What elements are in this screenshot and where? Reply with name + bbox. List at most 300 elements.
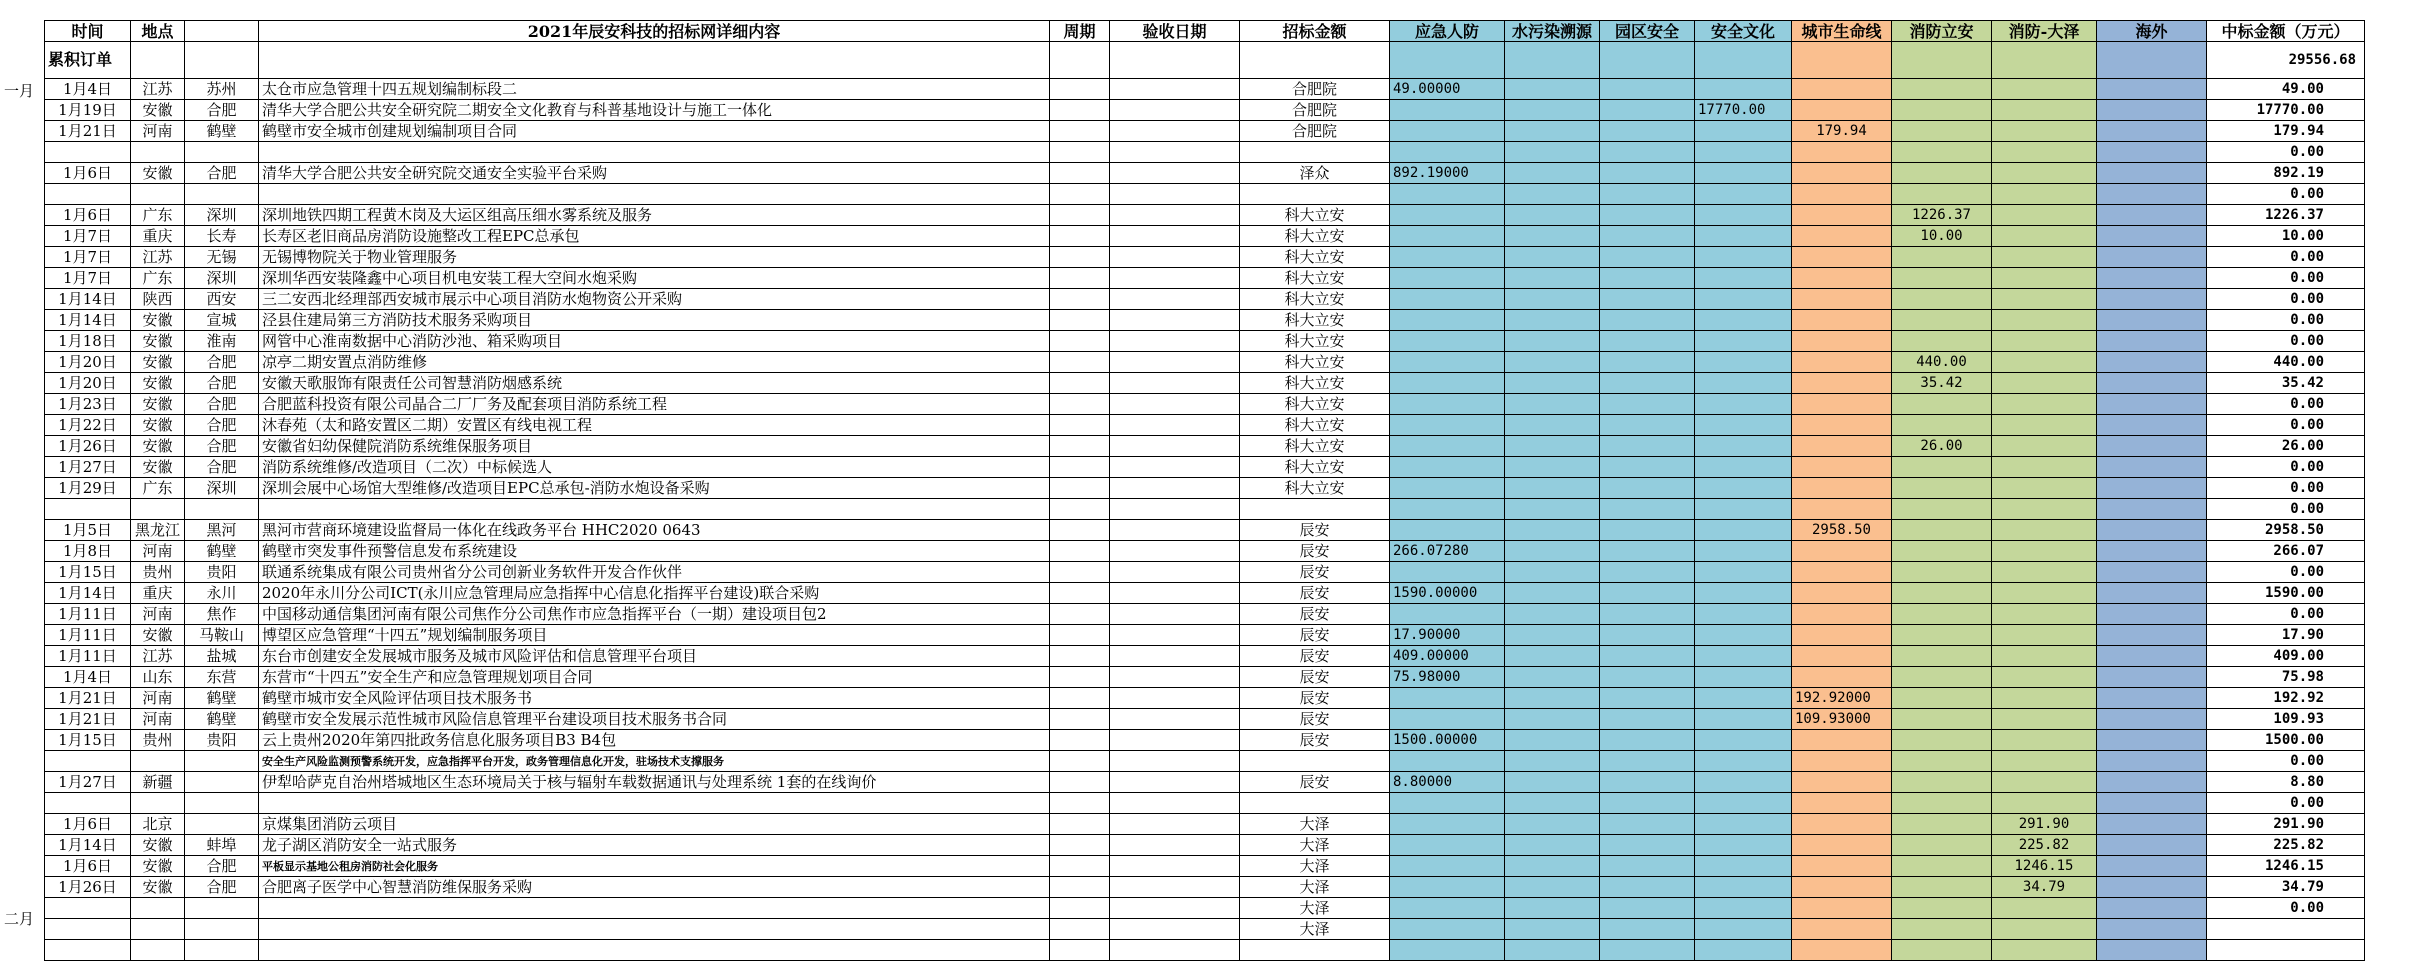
bidder-cell[interactable] bbox=[1240, 751, 1390, 772]
category-cell-xf[interactable]: 10.00 bbox=[1892, 226, 1992, 247]
category-cell-yj[interactable] bbox=[1390, 436, 1505, 457]
category-cell-aq[interactable] bbox=[1695, 310, 1792, 331]
category-cell-cs[interactable] bbox=[1792, 352, 1892, 373]
category-cell-yq[interactable] bbox=[1600, 499, 1695, 520]
acceptance-date-cell[interactable] bbox=[1110, 415, 1240, 436]
province-cell[interactable]: 江苏 bbox=[131, 646, 185, 667]
category-cell-dz[interactable]: 225.82 bbox=[1992, 835, 2097, 856]
category-cell-cs[interactable]: 192.92000 bbox=[1792, 688, 1892, 709]
period-cell[interactable] bbox=[1050, 352, 1110, 373]
date-cell[interactable] bbox=[45, 940, 131, 961]
category-cell-aq[interactable] bbox=[1695, 709, 1792, 730]
bidder-cell[interactable]: 大泽 bbox=[1240, 814, 1390, 835]
category-cell-dz[interactable] bbox=[1992, 709, 2097, 730]
category-cell-yj[interactable] bbox=[1390, 919, 1505, 940]
category-cell-hw[interactable] bbox=[2097, 457, 2207, 478]
content-cell[interactable]: 安徽天歌服饰有限责任公司智慧消防烟感系统 bbox=[259, 373, 1050, 394]
category-cell-dz[interactable] bbox=[1992, 415, 2097, 436]
category-cell-dz[interactable]: 291.90 bbox=[1992, 814, 2097, 835]
acceptance-date-cell[interactable] bbox=[1110, 310, 1240, 331]
category-cell-sw[interactable] bbox=[1505, 478, 1600, 499]
content-cell[interactable]: 消防系统维修/改造项目（二次）中标候选人 bbox=[259, 457, 1050, 478]
bidder-cell[interactable]: 大泽 bbox=[1240, 877, 1390, 898]
category-cell-yq[interactable] bbox=[1600, 793, 1695, 814]
date-cell[interactable]: 1月15日 bbox=[45, 562, 131, 583]
province-cell[interactable]: 广东 bbox=[131, 268, 185, 289]
category-cell-sw[interactable] bbox=[1505, 856, 1600, 877]
total-cell[interactable]: 1246.15 bbox=[2207, 856, 2365, 877]
category-cell-yj[interactable] bbox=[1390, 415, 1505, 436]
category-cell-dz[interactable] bbox=[1992, 247, 2097, 268]
content-cell[interactable] bbox=[259, 793, 1050, 814]
province-cell[interactable] bbox=[131, 919, 185, 940]
province-cell[interactable]: 江苏 bbox=[131, 247, 185, 268]
category-cell-cs[interactable] bbox=[1792, 415, 1892, 436]
period-cell[interactable] bbox=[1050, 436, 1110, 457]
category-cell-yj[interactable] bbox=[1390, 562, 1505, 583]
date-cell[interactable]: 1月19日 bbox=[45, 100, 131, 121]
province-cell[interactable]: 江苏 bbox=[131, 79, 185, 100]
acceptance-date-cell[interactable] bbox=[1110, 520, 1240, 541]
category-cell-yq[interactable] bbox=[1600, 268, 1695, 289]
category-cell-xf[interactable] bbox=[1892, 499, 1992, 520]
bidder-cell[interactable]: 合肥院 bbox=[1240, 79, 1390, 100]
acceptance-date-cell[interactable] bbox=[1110, 247, 1240, 268]
date-cell[interactable]: 1月11日 bbox=[45, 604, 131, 625]
period-cell[interactable] bbox=[1050, 583, 1110, 604]
content-cell[interactable]: 鹤壁市安全发展示范性城市风险信息管理平台建设项目技术服务书合同 bbox=[259, 709, 1050, 730]
province-cell[interactable]: 河南 bbox=[131, 688, 185, 709]
category-cell-aq[interactable] bbox=[1695, 226, 1792, 247]
period-cell[interactable] bbox=[1050, 310, 1110, 331]
category-cell-cs[interactable] bbox=[1792, 205, 1892, 226]
category-cell-xf[interactable]: 440.00 bbox=[1892, 352, 1992, 373]
city-cell[interactable]: 合肥 bbox=[185, 100, 259, 121]
category-cell-dz[interactable] bbox=[1992, 457, 2097, 478]
category-cell-cs[interactable] bbox=[1792, 79, 1892, 100]
category-cell-dz[interactable] bbox=[1992, 772, 2097, 793]
category-cell-aq[interactable] bbox=[1695, 751, 1792, 772]
content-cell[interactable]: 博望区应急管理“十四五”规划编制服务项目 bbox=[259, 625, 1050, 646]
category-cell-sw[interactable] bbox=[1505, 415, 1600, 436]
total-cell[interactable]: 49.00 bbox=[2207, 79, 2365, 100]
table-cell[interactable] bbox=[1792, 42, 1892, 79]
city-cell[interactable]: 合肥 bbox=[185, 394, 259, 415]
category-cell-hw[interactable] bbox=[2097, 898, 2207, 919]
bidder-cell[interactable]: 科大立安 bbox=[1240, 226, 1390, 247]
category-cell-yq[interactable] bbox=[1600, 856, 1695, 877]
total-cell[interactable]: 0.00 bbox=[2207, 478, 2365, 499]
category-cell-sw[interactable] bbox=[1505, 772, 1600, 793]
category-cell-yj[interactable]: 266.07280 bbox=[1390, 541, 1505, 562]
total-cell[interactable]: 10.00 bbox=[2207, 226, 2365, 247]
date-cell[interactable]: 1月21日 bbox=[45, 121, 131, 142]
bidder-cell[interactable] bbox=[1240, 184, 1390, 205]
total-cell[interactable]: 8.80 bbox=[2207, 772, 2365, 793]
city-cell[interactable]: 鹤壁 bbox=[185, 688, 259, 709]
date-cell[interactable]: 1月23日 bbox=[45, 394, 131, 415]
category-cell-dz[interactable] bbox=[1992, 478, 2097, 499]
province-cell[interactable]: 安徽 bbox=[131, 835, 185, 856]
category-cell-dz[interactable] bbox=[1992, 226, 2097, 247]
category-cell-cs[interactable] bbox=[1792, 457, 1892, 478]
bidder-cell[interactable]: 辰安 bbox=[1240, 625, 1390, 646]
content-cell[interactable]: 鹤壁市安全城市创建规划编制项目合同 bbox=[259, 121, 1050, 142]
bidder-cell[interactable]: 科大立安 bbox=[1240, 268, 1390, 289]
category-cell-yj[interactable] bbox=[1390, 394, 1505, 415]
category-cell-xf[interactable] bbox=[1892, 898, 1992, 919]
period-cell[interactable] bbox=[1050, 394, 1110, 415]
period-cell[interactable] bbox=[1050, 142, 1110, 163]
period-cell[interactable] bbox=[1050, 688, 1110, 709]
city-cell[interactable]: 马鞍山 bbox=[185, 625, 259, 646]
content-cell[interactable]: 泾县住建局第三方消防技术服务采购项目 bbox=[259, 310, 1050, 331]
city-cell[interactable]: 长寿 bbox=[185, 226, 259, 247]
content-cell[interactable] bbox=[259, 898, 1050, 919]
acceptance-date-cell[interactable] bbox=[1110, 562, 1240, 583]
date-cell[interactable]: 1月8日 bbox=[45, 541, 131, 562]
category-cell-dz[interactable] bbox=[1992, 121, 2097, 142]
acceptance-date-cell[interactable] bbox=[1110, 142, 1240, 163]
category-cell-yj[interactable]: 8.80000 bbox=[1390, 772, 1505, 793]
category-cell-yq[interactable] bbox=[1600, 625, 1695, 646]
total-cell[interactable]: 179.94 bbox=[2207, 121, 2365, 142]
category-cell-aq[interactable] bbox=[1695, 478, 1792, 499]
period-cell[interactable] bbox=[1050, 625, 1110, 646]
category-cell-hw[interactable] bbox=[2097, 646, 2207, 667]
date-cell[interactable]: 1月27日 bbox=[45, 457, 131, 478]
category-cell-cs[interactable] bbox=[1792, 793, 1892, 814]
category-cell-yj[interactable] bbox=[1390, 478, 1505, 499]
period-cell[interactable] bbox=[1050, 877, 1110, 898]
category-cell-hw[interactable] bbox=[2097, 310, 2207, 331]
category-cell-yq[interactable] bbox=[1600, 730, 1695, 751]
category-cell-sw[interactable] bbox=[1505, 79, 1600, 100]
city-cell[interactable]: 鹤壁 bbox=[185, 709, 259, 730]
acceptance-date-cell[interactable] bbox=[1110, 352, 1240, 373]
content-cell[interactable]: 东台市创建安全发展城市服务及城市风险评估和信息管理平台项目 bbox=[259, 646, 1050, 667]
category-cell-yj[interactable] bbox=[1390, 289, 1505, 310]
acceptance-date-cell[interactable] bbox=[1110, 205, 1240, 226]
period-cell[interactable] bbox=[1050, 478, 1110, 499]
date-cell[interactable]: 1月14日 bbox=[45, 289, 131, 310]
category-cell-xf[interactable] bbox=[1892, 100, 1992, 121]
category-cell-dz[interactable] bbox=[1992, 751, 2097, 772]
category-cell-sw[interactable] bbox=[1505, 499, 1600, 520]
category-cell-yq[interactable] bbox=[1600, 415, 1695, 436]
category-cell-aq[interactable] bbox=[1695, 457, 1792, 478]
category-cell-dz[interactable] bbox=[1992, 667, 2097, 688]
city-cell[interactable]: 深圳 bbox=[185, 268, 259, 289]
content-cell[interactable]: 安徽省妇幼保健院消防系统维保服务项目 bbox=[259, 436, 1050, 457]
period-cell[interactable] bbox=[1050, 940, 1110, 961]
content-cell[interactable]: 深圳会展中心场馆大型维修/改造项目EPC总承包-消防水炮设备采购 bbox=[259, 478, 1050, 499]
category-cell-hw[interactable] bbox=[2097, 394, 2207, 415]
total-cell[interactable]: 440.00 bbox=[2207, 352, 2365, 373]
category-cell-aq[interactable] bbox=[1695, 730, 1792, 751]
total-cell[interactable]: 17.90 bbox=[2207, 625, 2365, 646]
category-cell-aq[interactable] bbox=[1695, 772, 1792, 793]
category-cell-dz[interactable] bbox=[1992, 289, 2097, 310]
acceptance-date-cell[interactable] bbox=[1110, 667, 1240, 688]
period-cell[interactable] bbox=[1050, 163, 1110, 184]
date-cell[interactable]: 1月6日 bbox=[45, 856, 131, 877]
content-cell[interactable] bbox=[259, 940, 1050, 961]
acceptance-date-cell[interactable] bbox=[1110, 604, 1240, 625]
category-cell-xf[interactable] bbox=[1892, 121, 1992, 142]
category-cell-yj[interactable] bbox=[1390, 184, 1505, 205]
date-cell[interactable]: 1月20日 bbox=[45, 373, 131, 394]
category-cell-hw[interactable] bbox=[2097, 772, 2207, 793]
bidder-cell[interactable]: 辰安 bbox=[1240, 604, 1390, 625]
category-cell-dz[interactable] bbox=[1992, 940, 2097, 961]
province-cell[interactable]: 安徽 bbox=[131, 625, 185, 646]
category-cell-hw[interactable] bbox=[2097, 373, 2207, 394]
category-cell-xf[interactable] bbox=[1892, 919, 1992, 940]
category-cell-yj[interactable] bbox=[1390, 499, 1505, 520]
category-cell-hw[interactable] bbox=[2097, 562, 2207, 583]
date-cell[interactable]: 1月11日 bbox=[45, 646, 131, 667]
table-cell[interactable] bbox=[1110, 42, 1240, 79]
total-cell[interactable] bbox=[2207, 919, 2365, 940]
city-cell[interactable]: 苏州 bbox=[185, 79, 259, 100]
date-cell[interactable]: 1月21日 bbox=[45, 709, 131, 730]
category-cell-yj[interactable]: 1500.00000 bbox=[1390, 730, 1505, 751]
category-cell-sw[interactable] bbox=[1505, 226, 1600, 247]
date-cell[interactable]: 1月5日 bbox=[45, 520, 131, 541]
category-cell-hw[interactable] bbox=[2097, 268, 2207, 289]
total-cell[interactable]: 291.90 bbox=[2207, 814, 2365, 835]
category-cell-yq[interactable] bbox=[1600, 688, 1695, 709]
category-cell-cs[interactable]: 109.93000 bbox=[1792, 709, 1892, 730]
category-cell-yj[interactable] bbox=[1390, 457, 1505, 478]
city-cell[interactable]: 焦作 bbox=[185, 604, 259, 625]
bidder-cell[interactable]: 科大立安 bbox=[1240, 478, 1390, 499]
content-cell[interactable] bbox=[259, 142, 1050, 163]
bidder-cell[interactable] bbox=[1240, 142, 1390, 163]
date-cell[interactable] bbox=[45, 184, 131, 205]
category-cell-sw[interactable] bbox=[1505, 268, 1600, 289]
category-cell-aq[interactable] bbox=[1695, 625, 1792, 646]
period-cell[interactable] bbox=[1050, 793, 1110, 814]
acceptance-date-cell[interactable] bbox=[1110, 394, 1240, 415]
acceptance-date-cell[interactable] bbox=[1110, 478, 1240, 499]
category-cell-yq[interactable] bbox=[1600, 478, 1695, 499]
city-cell[interactable]: 合肥 bbox=[185, 415, 259, 436]
period-cell[interactable] bbox=[1050, 184, 1110, 205]
category-cell-aq[interactable] bbox=[1695, 247, 1792, 268]
city-cell[interactable] bbox=[185, 772, 259, 793]
period-cell[interactable] bbox=[1050, 709, 1110, 730]
city-cell[interactable]: 合肥 bbox=[185, 163, 259, 184]
table-cell[interactable] bbox=[1892, 42, 1992, 79]
acceptance-date-cell[interactable] bbox=[1110, 772, 1240, 793]
category-cell-yq[interactable] bbox=[1600, 646, 1695, 667]
category-cell-cs[interactable]: 2958.50 bbox=[1792, 520, 1892, 541]
province-cell[interactable]: 安徽 bbox=[131, 415, 185, 436]
total-cell[interactable]: 35.42 bbox=[2207, 373, 2365, 394]
city-cell[interactable]: 鹤壁 bbox=[185, 541, 259, 562]
category-cell-aq[interactable] bbox=[1695, 520, 1792, 541]
category-cell-yj[interactable] bbox=[1390, 604, 1505, 625]
date-cell[interactable]: 1月26日 bbox=[45, 877, 131, 898]
content-cell[interactable]: 中国移动通信集团河南有限公司焦作分公司焦作市应急指挥平台（一期）建设项目包2 bbox=[259, 604, 1050, 625]
date-cell[interactable]: 1月6日 bbox=[45, 814, 131, 835]
acceptance-date-cell[interactable] bbox=[1110, 688, 1240, 709]
category-cell-sw[interactable] bbox=[1505, 730, 1600, 751]
table-cell[interactable] bbox=[1992, 42, 2097, 79]
content-cell[interactable]: 黑河市营商环境建设监督局一体化在线政务平台 HHC2020 0643 bbox=[259, 520, 1050, 541]
city-cell[interactable]: 贵阳 bbox=[185, 562, 259, 583]
period-cell[interactable] bbox=[1050, 100, 1110, 121]
category-cell-yj[interactable] bbox=[1390, 898, 1505, 919]
province-cell[interactable] bbox=[131, 940, 185, 961]
category-cell-cs[interactable] bbox=[1792, 499, 1892, 520]
category-cell-hw[interactable] bbox=[2097, 163, 2207, 184]
city-cell[interactable] bbox=[185, 898, 259, 919]
bidder-cell[interactable]: 辰安 bbox=[1240, 541, 1390, 562]
city-cell[interactable]: 永川 bbox=[185, 583, 259, 604]
category-cell-aq[interactable] bbox=[1695, 352, 1792, 373]
content-cell[interactable]: 凉亭二期安置点消防维修 bbox=[259, 352, 1050, 373]
category-cell-aq[interactable] bbox=[1695, 940, 1792, 961]
content-cell[interactable] bbox=[259, 919, 1050, 940]
province-cell[interactable]: 安徽 bbox=[131, 877, 185, 898]
category-cell-yq[interactable] bbox=[1600, 247, 1695, 268]
category-cell-cs[interactable] bbox=[1792, 163, 1892, 184]
city-cell[interactable]: 合肥 bbox=[185, 877, 259, 898]
category-cell-dz[interactable] bbox=[1992, 100, 2097, 121]
category-cell-yj[interactable]: 75.98000 bbox=[1390, 667, 1505, 688]
category-cell-cs[interactable] bbox=[1792, 226, 1892, 247]
category-cell-sw[interactable] bbox=[1505, 121, 1600, 142]
period-cell[interactable] bbox=[1050, 814, 1110, 835]
bidder-cell[interactable]: 科大立安 bbox=[1240, 247, 1390, 268]
content-cell[interactable]: 平板显示基地公租房消防社会化服务 bbox=[259, 856, 1050, 877]
bidder-cell[interactable]: 泽众 bbox=[1240, 163, 1390, 184]
province-cell[interactable] bbox=[131, 184, 185, 205]
period-cell[interactable] bbox=[1050, 751, 1110, 772]
category-cell-xf[interactable] bbox=[1892, 394, 1992, 415]
period-cell[interactable] bbox=[1050, 646, 1110, 667]
period-cell[interactable] bbox=[1050, 772, 1110, 793]
category-cell-aq[interactable] bbox=[1695, 79, 1792, 100]
category-cell-hw[interactable] bbox=[2097, 835, 2207, 856]
category-cell-yq[interactable] bbox=[1600, 919, 1695, 940]
category-cell-yq[interactable] bbox=[1600, 709, 1695, 730]
content-cell[interactable]: 联通系统集成有限公司贵州省分公司创新业务软件开发合作伙伴 bbox=[259, 562, 1050, 583]
category-cell-yj[interactable] bbox=[1390, 688, 1505, 709]
category-cell-sw[interactable] bbox=[1505, 310, 1600, 331]
acceptance-date-cell[interactable] bbox=[1110, 373, 1240, 394]
summary-label[interactable]: 累积订单 bbox=[45, 42, 131, 79]
category-cell-cs[interactable] bbox=[1792, 142, 1892, 163]
province-cell[interactable]: 安徽 bbox=[131, 331, 185, 352]
category-cell-sw[interactable] bbox=[1505, 373, 1600, 394]
category-cell-yj[interactable] bbox=[1390, 121, 1505, 142]
bidder-cell[interactable]: 辰安 bbox=[1240, 667, 1390, 688]
category-cell-yj[interactable] bbox=[1390, 247, 1505, 268]
date-cell[interactable]: 1月26日 bbox=[45, 436, 131, 457]
content-cell[interactable]: 深圳华西安装隆鑫中心项目机电安装工程大空间水炮采购 bbox=[259, 268, 1050, 289]
category-cell-cs[interactable] bbox=[1792, 541, 1892, 562]
bidder-cell[interactable]: 科大立安 bbox=[1240, 331, 1390, 352]
acceptance-date-cell[interactable] bbox=[1110, 268, 1240, 289]
category-cell-sw[interactable] bbox=[1505, 814, 1600, 835]
category-cell-yq[interactable] bbox=[1600, 583, 1695, 604]
category-cell-cs[interactable] bbox=[1792, 184, 1892, 205]
content-cell[interactable]: 鹤壁市城市安全风险评估项目技术服务书 bbox=[259, 688, 1050, 709]
category-cell-aq[interactable] bbox=[1695, 646, 1792, 667]
category-cell-cs[interactable] bbox=[1792, 898, 1892, 919]
category-cell-xf[interactable] bbox=[1892, 583, 1992, 604]
acceptance-date-cell[interactable] bbox=[1110, 919, 1240, 940]
category-cell-sw[interactable] bbox=[1505, 583, 1600, 604]
category-cell-cs[interactable] bbox=[1792, 940, 1892, 961]
category-cell-aq[interactable] bbox=[1695, 163, 1792, 184]
content-cell[interactable]: 云上贵州2020年第四批政务信息化服务项目B3 B4包 bbox=[259, 730, 1050, 751]
category-cell-xf[interactable] bbox=[1892, 184, 1992, 205]
bidder-cell[interactable]: 科大立安 bbox=[1240, 415, 1390, 436]
category-cell-hw[interactable] bbox=[2097, 184, 2207, 205]
category-cell-yj[interactable] bbox=[1390, 835, 1505, 856]
total-cell[interactable]: 0.00 bbox=[2207, 898, 2365, 919]
category-cell-sw[interactable] bbox=[1505, 709, 1600, 730]
category-cell-hw[interactable] bbox=[2097, 688, 2207, 709]
acceptance-date-cell[interactable] bbox=[1110, 877, 1240, 898]
period-cell[interactable] bbox=[1050, 730, 1110, 751]
period-cell[interactable] bbox=[1050, 373, 1110, 394]
date-cell[interactable]: 1月7日 bbox=[45, 226, 131, 247]
bidder-cell[interactable]: 科大立安 bbox=[1240, 436, 1390, 457]
category-cell-sw[interactable] bbox=[1505, 331, 1600, 352]
category-cell-yq[interactable] bbox=[1600, 163, 1695, 184]
content-cell[interactable] bbox=[259, 184, 1050, 205]
province-cell[interactable]: 安徽 bbox=[131, 436, 185, 457]
date-cell[interactable] bbox=[45, 499, 131, 520]
category-cell-cs[interactable] bbox=[1792, 919, 1892, 940]
content-cell[interactable]: 深圳地铁四期工程黄木岗及大运区组高压细水雾系统及服务 bbox=[259, 205, 1050, 226]
category-cell-xf[interactable]: 1226.37 bbox=[1892, 205, 1992, 226]
city-cell[interactable] bbox=[185, 940, 259, 961]
category-cell-xf[interactable] bbox=[1892, 709, 1992, 730]
category-cell-cs[interactable] bbox=[1792, 436, 1892, 457]
category-cell-aq[interactable] bbox=[1695, 688, 1792, 709]
category-cell-xf[interactable] bbox=[1892, 856, 1992, 877]
province-cell[interactable]: 安徽 bbox=[131, 457, 185, 478]
total-cell[interactable] bbox=[2207, 940, 2365, 961]
total-cell[interactable]: 192.92 bbox=[2207, 688, 2365, 709]
period-cell[interactable] bbox=[1050, 457, 1110, 478]
province-cell[interactable]: 黑龙江 bbox=[131, 520, 185, 541]
category-cell-yq[interactable] bbox=[1600, 898, 1695, 919]
period-cell[interactable] bbox=[1050, 919, 1110, 940]
category-cell-yj[interactable] bbox=[1390, 331, 1505, 352]
total-cell[interactable]: 34.79 bbox=[2207, 877, 2365, 898]
category-cell-sw[interactable] bbox=[1505, 457, 1600, 478]
category-cell-xf[interactable] bbox=[1892, 751, 1992, 772]
category-cell-xf[interactable]: 35.42 bbox=[1892, 373, 1992, 394]
category-cell-yq[interactable] bbox=[1600, 79, 1695, 100]
city-cell[interactable]: 黑河 bbox=[185, 520, 259, 541]
province-cell[interactable]: 安徽 bbox=[131, 373, 185, 394]
category-cell-dz[interactable] bbox=[1992, 310, 2097, 331]
content-cell[interactable]: 安全生产风险监测预警系统开发，应急指挥平台开发，政务管理信息化开发，驻场技术支撑服务 bbox=[259, 751, 1050, 772]
category-cell-aq[interactable] bbox=[1695, 268, 1792, 289]
category-cell-sw[interactable] bbox=[1505, 352, 1600, 373]
total-cell[interactable]: 0.00 bbox=[2207, 331, 2365, 352]
content-cell[interactable] bbox=[259, 499, 1050, 520]
